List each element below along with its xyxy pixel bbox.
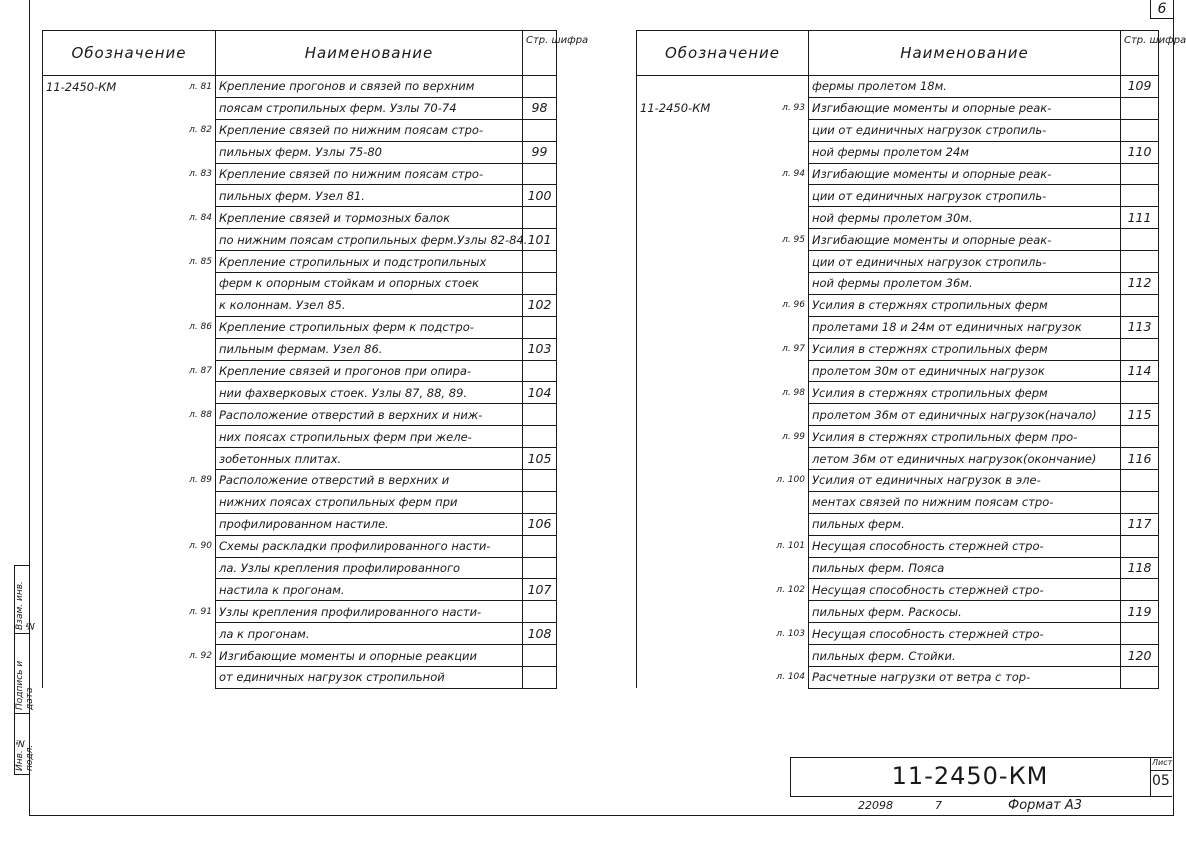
designation-cell [637,426,809,448]
table-row [43,273,557,295]
designation-cell [637,251,809,273]
table-row [43,229,557,251]
name-cell: ной фермы пролетом 30м. [809,207,1121,229]
header-designation: Обозначение [637,31,809,76]
left-table [42,30,589,689]
stamp-sheet-label: Лист [1152,758,1173,767]
page-cell: 107 [523,579,557,601]
name-cell: ла к прогонам. [216,623,523,645]
table-row [43,491,557,513]
name-cell: пролетом 30м от единичных нагрузок [809,360,1121,382]
sheet-label: л. 89 [189,475,212,486]
designation-cell [43,229,216,251]
page-cell [1121,185,1159,207]
sheet-label: л. 86 [189,322,212,333]
name-cell: от единичных нагрузок стропильной [216,667,523,689]
table-row [43,294,557,316]
designation-cell [43,141,216,163]
page-cell: 117 [1121,513,1159,535]
name-cell: ции от единичных нагрузок стропиль- [809,185,1121,207]
header-page: Стр. шифра [1121,31,1159,76]
designation-cell [637,667,809,689]
header-name: Наименование [216,31,523,76]
name-cell: Усилия от единичных нагрузок в эле- [809,470,1121,492]
sheet-label: л. 88 [189,409,212,420]
designation-cell [43,667,216,689]
name-cell: профилированном настиле. [216,513,523,535]
name-cell: Изгибающие моменты и опорные реакции [216,645,523,667]
name-cell: Крепление связей по нижним поясам стро- [216,119,523,141]
page-cell [523,273,557,295]
sheet-label: л. 96 [782,300,805,311]
sheet-label: л. 95 [782,234,805,245]
name-cell: Изгибающие моменты и опорные реак- [809,229,1121,251]
table-row [637,667,1159,689]
table-row [43,141,557,163]
designation-cell [43,513,216,535]
page-cell [523,470,557,492]
table-row [637,360,1159,382]
designation-cell [43,601,216,623]
table-row [43,645,557,667]
designation-cell [43,645,216,667]
name-cell: летом 36м от единичных нагрузок(окончание) [809,448,1121,470]
designation-cell [43,207,216,229]
name-cell: пильным фермам. Узел 86. [216,338,523,360]
designation-cell [43,316,216,338]
designation-cell [637,273,809,295]
page-cell [1121,229,1159,251]
table-row [637,251,1159,273]
table-row [43,163,557,185]
sheet-label: л. 81 [189,81,212,92]
page-cell: 111 [1121,207,1159,229]
page-cell [1121,119,1159,141]
table-row [637,207,1159,229]
table-row [637,404,1159,426]
table-row [43,470,557,492]
table-row [637,426,1159,448]
table-row [43,557,557,579]
table-row [43,382,557,404]
page-cell: 115 [1121,404,1159,426]
sheet-label: л. 97 [782,344,805,355]
page-cell: 100 [523,185,557,207]
sheet-label: л. 99 [782,431,805,442]
page-cell: 101 [523,229,557,251]
name-cell: Усилия в стержнях стропильных ферм [809,382,1121,404]
table-row [637,470,1159,492]
table-row [43,119,557,141]
sheet-label: л. 104 [776,672,805,683]
name-cell: ментах связей по нижним поясам стро- [809,491,1121,513]
name-cell: Усилия в стержнях стропильных ферм про- [809,426,1121,448]
name-cell: к колоннам. Узел 85. [216,294,523,316]
sheet-label: л. 91 [189,606,212,617]
page-cell [523,557,557,579]
designation-cell [637,338,809,360]
page-cell [1121,251,1159,273]
page-cell [1121,535,1159,557]
table-row [43,513,557,535]
name-cell: ферм к опорным стойкам и опорных стоек [216,273,523,295]
sheet-label: л. 90 [189,541,212,552]
page-cell [523,426,557,448]
page-cell: 102 [523,294,557,316]
table-row [637,141,1159,163]
designation-cell [637,623,809,645]
name-cell: Изгибающие моменты и опорные реак- [809,163,1121,185]
document-code: 11-2450-КМ [640,101,711,116]
table-row [637,76,1159,98]
designation-cell [43,251,216,273]
name-cell: Усилия в стержнях стропильных ферм [809,338,1121,360]
page-cell: 99 [523,141,557,163]
header-name: Наименование [809,31,1121,76]
page-cell [523,535,557,557]
document-code: 11-2450-КМ [46,79,117,94]
page-cell [523,667,557,689]
page-cell: 103 [523,338,557,360]
name-cell: Расположение отверстий в верхних и [216,470,523,492]
table-row [43,185,557,207]
table-row [637,294,1159,316]
designation-cell [43,97,216,119]
table-row [637,97,1159,119]
name-cell: ной фермы пролетом 36м. [809,273,1121,295]
table-row [43,404,557,426]
page-cell [1121,579,1159,601]
name-cell: ции от единичных нагрузок стропиль- [809,119,1121,141]
designation-cell [43,535,216,557]
page-cell [1121,623,1159,645]
name-cell: ла. Узлы крепления профилированного [216,557,523,579]
vzam-inv-label: Взам. инв. № [15,581,35,630]
designation-cell [637,76,809,98]
name-cell: пролетами 18 и 24м от единичных нагрузок [809,316,1121,338]
name-cell: пролетом 36м от единичных нагрузок(начало) [809,404,1121,426]
name-cell: Крепление стропильных и подстропильных [216,251,523,273]
designation-cell [43,382,216,404]
copy-number: 7 [935,799,942,812]
name-cell: Крепление стропильных ферм к подстро- [216,316,523,338]
designation-cell [43,623,216,645]
table-row [637,448,1159,470]
table-row [43,251,557,273]
page-cell [1121,338,1159,360]
sign-date-label: Подпись и дата [15,660,35,710]
sheet-label: л. 98 [782,387,805,398]
designation-cell [637,470,809,492]
table-row [637,623,1159,645]
designation-cell [637,404,809,426]
designation-cell [43,119,216,141]
page-cell [1121,491,1159,513]
page-cell [523,76,557,98]
table-row [637,338,1159,360]
page-cell [523,119,557,141]
name-cell: Крепление связей по нижним поясам стро- [216,163,523,185]
table-row [637,119,1159,141]
designation-cell [43,185,216,207]
designation-cell [43,360,216,382]
name-cell: Расчетные нагрузки от ветра с тор- [809,667,1121,689]
name-cell: нижних поясах стропильных ферм при [216,491,523,513]
table-row [43,667,557,689]
table-row [637,645,1159,667]
table-row [637,557,1159,579]
stamp-code: 11-2450-КМ [891,762,1049,790]
page-cell [523,207,557,229]
designation-cell [43,338,216,360]
name-cell: пильных ферм. Узел 81. [216,185,523,207]
page-cell [1121,294,1159,316]
page-cell [1121,382,1159,404]
designation-cell [637,141,809,163]
designation-cell [43,294,216,316]
page-cell [1121,667,1159,689]
page-cell: 118 [1121,557,1159,579]
page-cell [523,601,557,623]
name-cell: фермы пролетом 18м. [809,76,1121,98]
table-row [637,316,1159,338]
name-cell: пильных ферм. Пояса [809,557,1121,579]
page-cell [1121,470,1159,492]
page-cell: 108 [523,623,557,645]
order-number: 22098 [858,799,893,812]
table-row [637,382,1159,404]
header-designation: Обозначение [43,31,216,76]
corner-sheet-number: 6 [1150,0,1173,19]
page-cell [523,163,557,185]
page-cell: 106 [523,513,557,535]
table-row [637,163,1159,185]
page-cell: 98 [523,97,557,119]
designation-cell [637,97,809,119]
table-row [637,273,1159,295]
page-cell [523,360,557,382]
page-cell: 110 [1121,141,1159,163]
name-cell: нии фахверковых стоек. Узлы 87, 88, 89. [216,382,523,404]
page-cell: 105 [523,448,557,470]
header-page: Стр. шифра [523,31,557,76]
name-cell: Несущая способность стержней стро- [809,623,1121,645]
name-cell: пильных ферм. Раскосы. [809,601,1121,623]
table-row [637,513,1159,535]
page-cell [523,251,557,273]
sheet-label: л. 100 [776,475,805,486]
page-cell: 104 [523,382,557,404]
sheet-label: л. 92 [189,650,212,661]
table-row [43,207,557,229]
sheet-label: л. 84 [189,212,212,223]
designation-cell [637,294,809,316]
designation-cell [637,163,809,185]
name-cell: настила к прогонам. [216,579,523,601]
table-row [43,535,557,557]
stamp-sheet-number: 05 [1152,773,1170,789]
designation-cell [43,579,216,601]
name-cell: ции от единичных нагрузок стропиль- [809,251,1121,273]
page-cell [523,645,557,667]
page-cell [1121,426,1159,448]
designation-cell [43,404,216,426]
table-row [43,76,557,98]
table-row [637,229,1159,251]
name-cell: Несущая способность стержней стро- [809,535,1121,557]
page-cell: 119 [1121,601,1159,623]
designation-cell [43,76,216,98]
right-table [636,30,1186,689]
table-row [43,97,557,119]
table-row [637,185,1159,207]
designation-cell [637,601,809,623]
name-cell: Изгибающие моменты и опорные реак- [809,97,1121,119]
name-cell: пильных ферм. Стойки. [809,645,1121,667]
page-cell [1121,163,1159,185]
format-label: Формат А3 [1008,798,1083,813]
designation-cell [43,491,216,513]
designation-cell [637,557,809,579]
name-cell: Схемы раскладки профилированного насти- [216,535,523,557]
name-cell: зобетонных плитах. [216,448,523,470]
designation-cell [637,119,809,141]
table-row [43,316,557,338]
page-cell: 116 [1121,448,1159,470]
name-cell: пильных ферм. [809,513,1121,535]
designation-cell [637,316,809,338]
name-cell: Усилия в стержнях стропильных ферм [809,294,1121,316]
name-cell: Расположение отверстий в верхних и ниж- [216,404,523,426]
designation-cell [43,163,216,185]
table-row [43,579,557,601]
designation-cell [637,513,809,535]
page-cell: 113 [1121,316,1159,338]
page-cell: 120 [1121,645,1159,667]
page-cell [523,491,557,513]
table-row [637,601,1159,623]
name-cell: Крепление связей и тормозных балок [216,207,523,229]
name-cell: них поясах стропильных ферм при желе- [216,426,523,448]
sheet-label: л. 94 [782,169,805,179]
table-row [43,338,557,360]
table-row [637,491,1159,513]
sheet-label: л. 102 [776,584,805,595]
designation-cell [637,382,809,404]
inv-orig-label: Инв. № подл. [15,737,35,771]
name-cell: Крепление прогонов и связей по верхним [216,76,523,98]
designation-cell [43,557,216,579]
table-row [43,426,557,448]
designation-cell [637,448,809,470]
page-cell [523,316,557,338]
name-cell: поясам стропильных ферм. Узлы 70-74 [216,97,523,119]
name-cell: Узлы крепления профилированного насти- [216,601,523,623]
designation-cell [637,185,809,207]
sheet-label: л. 87 [189,366,212,377]
designation-cell [637,645,809,667]
designation-cell [637,535,809,557]
sheet-label: л. 101 [776,541,805,552]
page-cell [1121,97,1159,119]
page-cell: 112 [1121,273,1159,295]
page-cell: 109 [1121,76,1159,98]
designation-cell [637,360,809,382]
table-row [43,601,557,623]
page-cell [523,404,557,426]
sheet-label: л. 85 [189,256,212,267]
designation-cell [637,207,809,229]
designation-cell [43,426,216,448]
page-cell: 114 [1121,360,1159,382]
sheet-label: л. 83 [189,169,212,179]
table-row [43,623,557,645]
name-cell: Несущая способность стержней стро- [809,579,1121,601]
sheet-label: л. 103 [776,628,805,639]
name-cell: пильных ферм. Узлы 75-80 [216,141,523,163]
table-row [43,448,557,470]
table-row [43,360,557,382]
name-cell: по нижним поясам стропильных ферм.Узлы 82-84. [216,229,523,251]
table-row [637,535,1159,557]
designation-cell [637,229,809,251]
designation-cell [637,491,809,513]
sheet-label: л. 82 [189,125,212,136]
name-cell: ной фермы пролетом 24м [809,141,1121,163]
name-cell: Крепление связей и прогонов при опира- [216,360,523,382]
table-row [637,579,1159,601]
designation-cell [43,448,216,470]
designation-cell [43,470,216,492]
sheet-label: л. 93 [782,103,805,114]
designation-cell [43,273,216,295]
designation-cell [637,579,809,601]
